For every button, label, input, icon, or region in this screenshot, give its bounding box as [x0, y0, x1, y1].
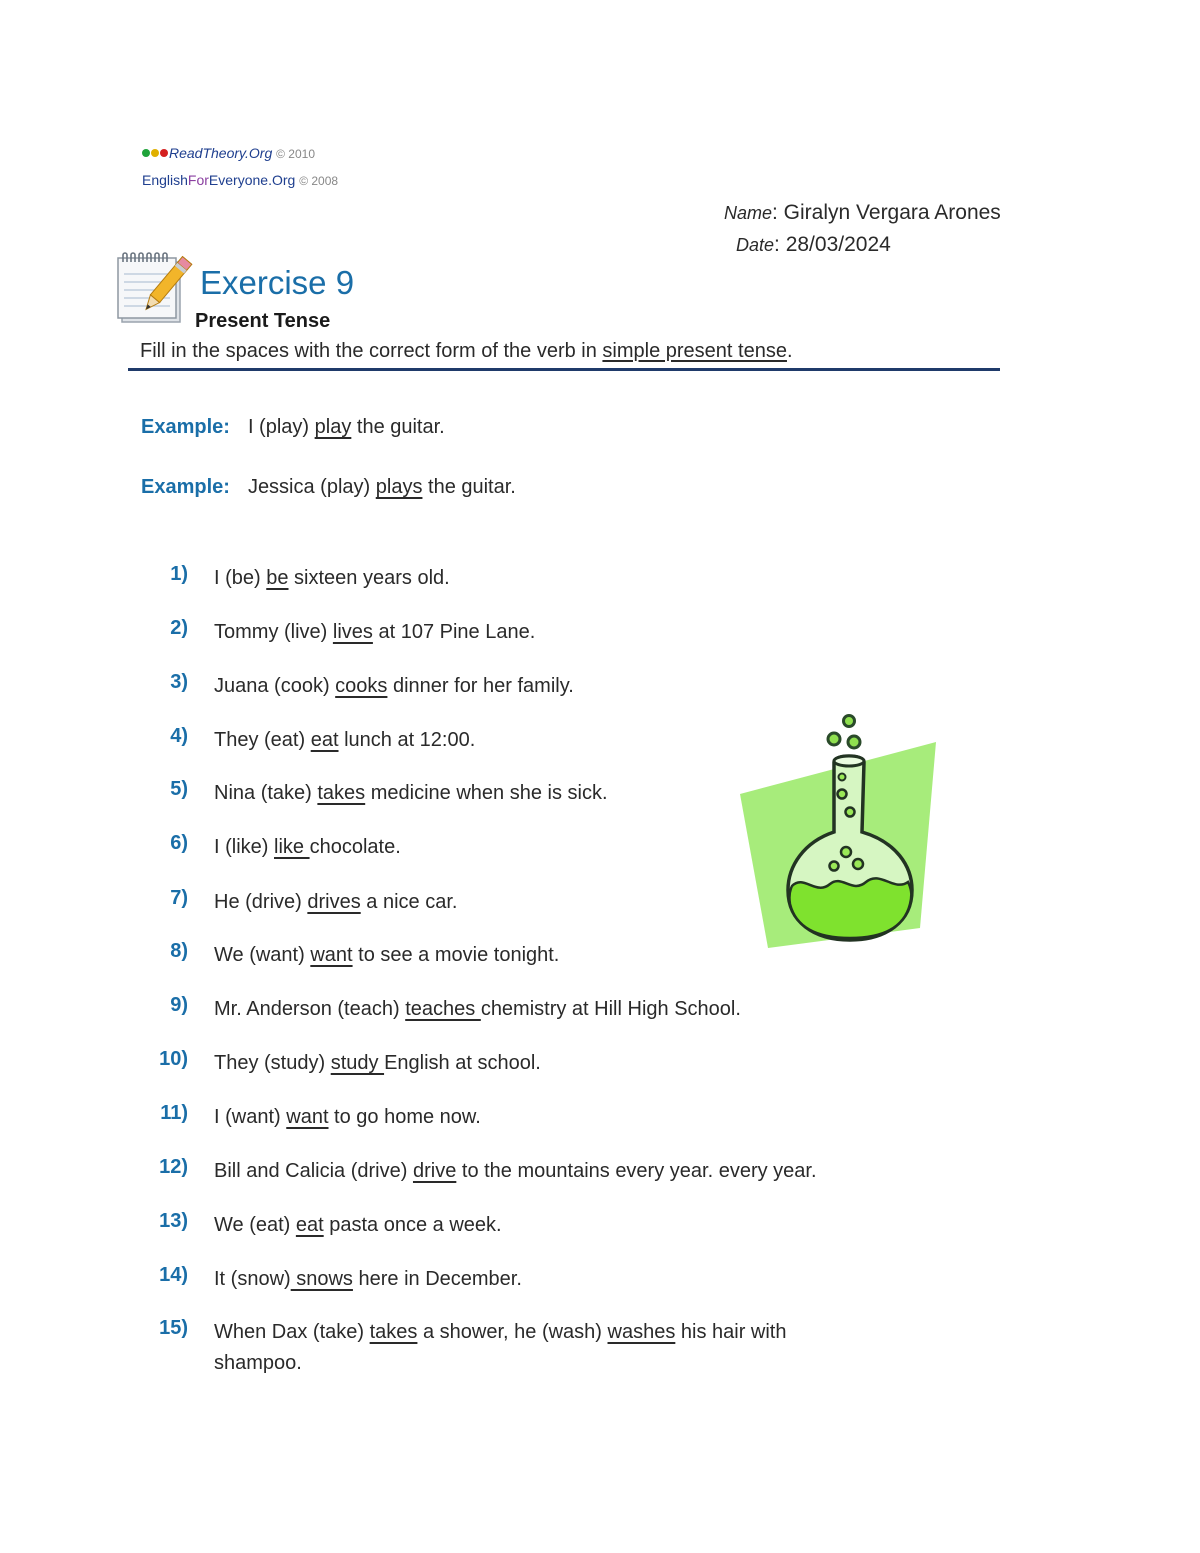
item-text	[214, 1048, 541, 1079]
example-answer: plays	[375, 476, 423, 498]
item-rest: at 107 Pine Lane.	[372, 621, 536, 643]
item-rest: medicine when she is sick.	[365, 782, 608, 804]
item-answer: cooks	[335, 675, 388, 697]
item-prompt-2: a shower, he (wash)	[417, 1321, 608, 1343]
item-answer: like	[274, 836, 310, 858]
brand2-copyright: © 2008	[299, 174, 339, 188]
example-text: I (play)	[247, 416, 315, 438]
item-answer: lives	[332, 621, 373, 643]
item-number: 7)	[170, 887, 188, 909]
dot-red-icon	[160, 149, 168, 157]
item-text	[214, 725, 475, 756]
item-text	[214, 1317, 786, 1379]
notepad-pencil-icon	[114, 250, 196, 326]
item-text	[214, 1156, 817, 1187]
item-prompt: I (like)	[214, 836, 274, 858]
item-answer: want	[310, 944, 353, 966]
instruction-text: Fill in the spaces with the correct form of the verb in	[140, 340, 603, 362]
item-answer: study	[330, 1052, 385, 1074]
instructions	[140, 340, 793, 363]
item-answer: teaches	[405, 998, 481, 1020]
dot-yellow-icon	[151, 149, 159, 157]
brand2-part-a: English	[142, 172, 188, 188]
item-text	[214, 617, 535, 648]
item-answer: snows	[290, 1268, 353, 1290]
item-text	[214, 832, 401, 863]
item-prompt: Juana (cook)	[214, 675, 336, 697]
item-prompt: We (want)	[214, 944, 311, 966]
item-prompt: We (eat)	[214, 1214, 296, 1236]
item-text	[214, 940, 559, 971]
example-label: Example:	[141, 416, 230, 438]
item-number: 2)	[170, 617, 188, 639]
brand1-copyright: © 2010	[276, 147, 315, 161]
date-row	[724, 229, 1001, 261]
item-rest: chemistry at Hill High School.	[480, 998, 741, 1020]
item-rest-line2: shampoo.	[214, 1352, 302, 1374]
brand1-name: ReadTheory.Org	[169, 145, 273, 161]
date-label: Date	[736, 235, 775, 255]
brand-readtheory	[142, 145, 315, 161]
example-label: Example:	[141, 476, 230, 498]
item-answer: want	[286, 1106, 329, 1128]
item-prompt: They (study)	[214, 1052, 331, 1074]
item-number: 1)	[170, 563, 188, 585]
item-rest: lunch at 12:00.	[338, 729, 476, 751]
example-2	[141, 476, 516, 499]
item-text	[214, 778, 608, 809]
item-number: 14)	[159, 1264, 188, 1286]
date-value: : 28/03/2024	[774, 233, 891, 256]
name-row	[724, 197, 1001, 229]
instruction-tense: simple present tense	[602, 340, 787, 362]
brand-englishforeveryone	[142, 172, 338, 188]
brand2-part-b: For	[187, 172, 209, 188]
item-number: 8)	[170, 940, 188, 962]
item-answer: drive	[412, 1160, 457, 1182]
item-number: 15)	[159, 1317, 188, 1339]
item-rest: a nice car.	[360, 891, 458, 913]
item-text	[214, 887, 457, 918]
name-label: Name	[724, 203, 773, 223]
instruction-end: .	[786, 340, 793, 362]
example-text-end: the guitar.	[422, 476, 516, 498]
item-rest: here in December.	[352, 1268, 522, 1290]
item-rest: to go home now.	[328, 1106, 481, 1128]
flask-icon	[738, 714, 938, 950]
item-answer-2: washes	[607, 1321, 676, 1343]
name-value: : Giralyn Vergara Arones	[772, 201, 1001, 224]
item-number: 12)	[159, 1156, 188, 1178]
item-answer: takes	[317, 782, 366, 804]
item-rest: chocolate.	[309, 836, 401, 858]
example-answer: play	[314, 416, 352, 438]
item-rest: to the mountains every year. every year.	[456, 1160, 817, 1182]
item-text	[214, 1102, 481, 1133]
item-rest: to see a movie tonight.	[352, 944, 560, 966]
divider	[128, 368, 1000, 371]
item-number: 5)	[170, 778, 188, 800]
item-text	[214, 1210, 502, 1241]
item-number: 3)	[170, 671, 188, 693]
example-text-end: the guitar.	[351, 416, 445, 438]
item-number: 4)	[170, 725, 188, 747]
item-answer: eat	[295, 1214, 324, 1236]
item-number: 6)	[170, 832, 188, 854]
item-text	[214, 563, 450, 594]
item-prompt: Tommy (live)	[214, 621, 333, 643]
item-prompt: I (want)	[214, 1106, 287, 1128]
item-text	[214, 671, 574, 702]
item-prompt: Bill and Calicia (drive)	[214, 1160, 413, 1182]
item-prompt: They (eat)	[214, 729, 311, 751]
item-prompt: Mr. Anderson (teach)	[214, 998, 406, 1020]
item-number: 9)	[170, 994, 188, 1016]
item-prompt: He (drive)	[214, 891, 308, 913]
brand2-part-c: Everyone.Org	[208, 172, 296, 188]
item-prompt: Nina (take)	[214, 782, 318, 804]
item-text	[214, 994, 741, 1025]
item-answer: be	[266, 567, 289, 589]
item-answer: takes	[369, 1321, 418, 1343]
item-number: 10)	[159, 1048, 188, 1070]
item-prompt: It (snow)	[214, 1268, 291, 1290]
item-number: 13)	[159, 1210, 188, 1232]
item-rest: sixteen years old.	[288, 567, 450, 589]
example-1	[141, 416, 445, 439]
exercise-subtitle: Present Tense	[195, 310, 331, 332]
item-rest: English at school.	[384, 1052, 541, 1074]
example-text: Jessica (play)	[247, 476, 376, 498]
item-rest: dinner for her family.	[387, 675, 574, 697]
item-prompt: I (be)	[214, 567, 267, 589]
item-rest: pasta once a week.	[323, 1214, 502, 1236]
item-rest: his hair with	[675, 1321, 787, 1343]
item-number: 11)	[160, 1102, 188, 1124]
item-answer: drives	[307, 891, 361, 913]
item-prompt: When Dax (take)	[214, 1321, 370, 1343]
item-text	[214, 1264, 522, 1295]
student-info	[724, 197, 1001, 261]
dot-green-icon	[142, 149, 150, 157]
exercise-title: Exercise 9	[200, 264, 355, 301]
item-answer: eat	[310, 729, 339, 751]
